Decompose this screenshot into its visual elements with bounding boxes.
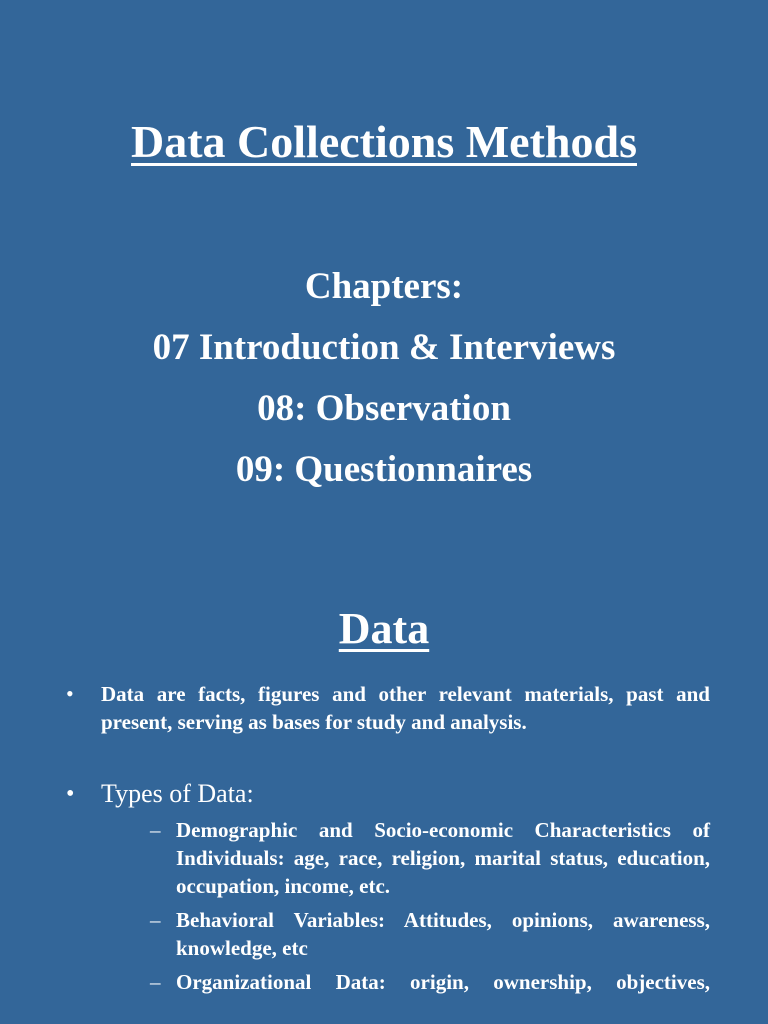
sub-bullet-text: Behavioral Variables: Attitudes, opinions, awareness, knowledge, etc [176, 908, 710, 960]
bullet-item [60, 680, 710, 736]
chapter-line: 09: Questionnaires [235, 449, 533, 490]
slide-data-heading: Data [338, 604, 430, 653]
chapter-line: 07 Introduction & Interviews [152, 327, 616, 368]
chapter-line: Chapters: [304, 266, 464, 307]
chapter-line: 08: Observation [257, 388, 511, 429]
bullet-item [60, 778, 710, 996]
dash-icon: – [150, 818, 161, 842]
dash-icon: – [150, 908, 161, 932]
bullet-dot-icon: • [66, 681, 74, 706]
slide-data [0, 576, 768, 1024]
dash-icon: – [150, 970, 161, 994]
bullet-list [60, 680, 710, 996]
sub-bullet-text: Demographic and Socio-economic Characteristics of Individuals: age, race, religion, marital status, education, occupation, income, etc. [176, 818, 710, 898]
bullet-dot-icon: • [66, 781, 75, 807]
bullet-text: Types of Data: [101, 779, 254, 808]
sub-bullet-text: Organizational Data: origin, ownership, objectives, [176, 970, 710, 994]
sub-bullet-item [101, 816, 710, 900]
chapter-list [0, 256, 768, 500]
sub-bullet-item [101, 968, 710, 996]
sub-bullet-item [101, 906, 710, 962]
bullet-text: Data are facts, figures and other relevant materials, past and present, serving as bases for study and analysis. [101, 682, 710, 734]
sub-bullet-list [101, 816, 710, 996]
slide-title-heading: Data Collections Methods [131, 116, 637, 167]
